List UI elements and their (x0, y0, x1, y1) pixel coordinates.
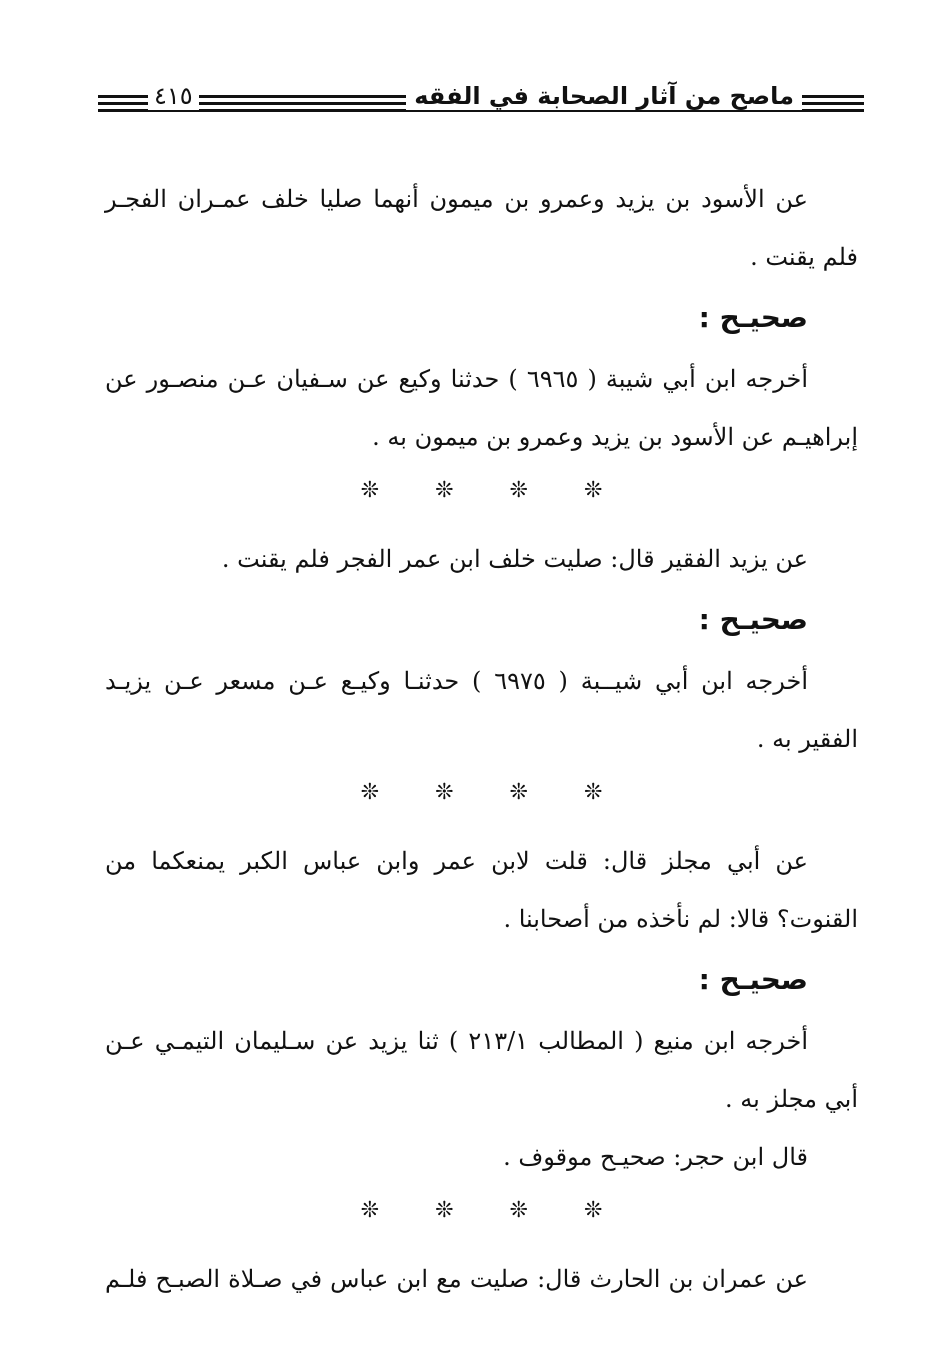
running-header (98, 78, 864, 128)
star-ornament-icon: ❊ (360, 780, 380, 805)
star-ornament-icon: ❊ (509, 478, 528, 503)
section-separator (105, 768, 858, 832)
grading-heading: صحيـح : (698, 301, 808, 334)
section-separator (105, 1186, 858, 1250)
hadith-text: عن يزيد الفقير قال: صليت خلف ابن عمر الفجر فلم يقنت . (221, 545, 808, 573)
takhrij-text: أخرجه ابن منيع ( المطالب ٢١٣/١ ) ثنا يزيد عن سـليمان التيمـي عـن أبي مجلز به . (105, 1027, 858, 1113)
takhrij-text: أخرجه ابن أبي شيــبة ( ٦٩٧٥ ) حدثنـا وكيـع عـن مسعر عـن يزيـد الفقير به . (105, 667, 858, 753)
grading-heading: صحيـح : (698, 963, 808, 996)
grading-heading: صحيـح : (698, 603, 808, 636)
star-ornament-icon: ❊ (583, 478, 603, 503)
hadith-text: عن أبي مجلز قال: قلت لابن عمر وابن عباس الكبر يمنعكما من القنوت؟ قالا: لم نأخذه من أصحابنا . (105, 847, 858, 933)
hadith-text: عن عمران بن الحارث قال: صليت مع ابن عباس في صـلاة الصبـح فلـم (105, 1265, 808, 1293)
star-ornament-icon: ❊ (435, 1198, 454, 1223)
star-ornament-icon: ❊ (435, 478, 454, 503)
star-ornament-icon: ❊ (360, 478, 380, 503)
star-ornament-icon: ❊ (583, 780, 603, 805)
star-ornament-icon: ❊ (435, 780, 454, 805)
star-ornament-icon: ❊ (360, 1198, 380, 1223)
page-body (105, 170, 858, 1308)
hadith-text: عن الأسود بن يزيد وعمرو بن ميمون أنهما صليا خلف عمـران الفجـر فلم يقنت . (105, 185, 858, 271)
page-number: ٤١٥ (148, 82, 199, 110)
scholar-quote: قال ابن حجر: صحيـح موقوف . (503, 1143, 808, 1171)
star-ornament-icon: ❊ (509, 1198, 528, 1223)
section-separator (105, 466, 858, 530)
star-ornament-icon: ❊ (583, 1198, 603, 1223)
takhrij-text: أخرجه ابن أبي شيبة ( ٦٩٦٥ ) حدثنا وكيع عن سـفيان عـن منصـور عن إبراهيـم عن الأسود بن يزيد وعمرو بن ميمون به . (105, 365, 858, 451)
star-ornament-icon: ❊ (509, 780, 528, 805)
book-title: ماصح من آثار الصحابة في الفقه (406, 82, 802, 110)
